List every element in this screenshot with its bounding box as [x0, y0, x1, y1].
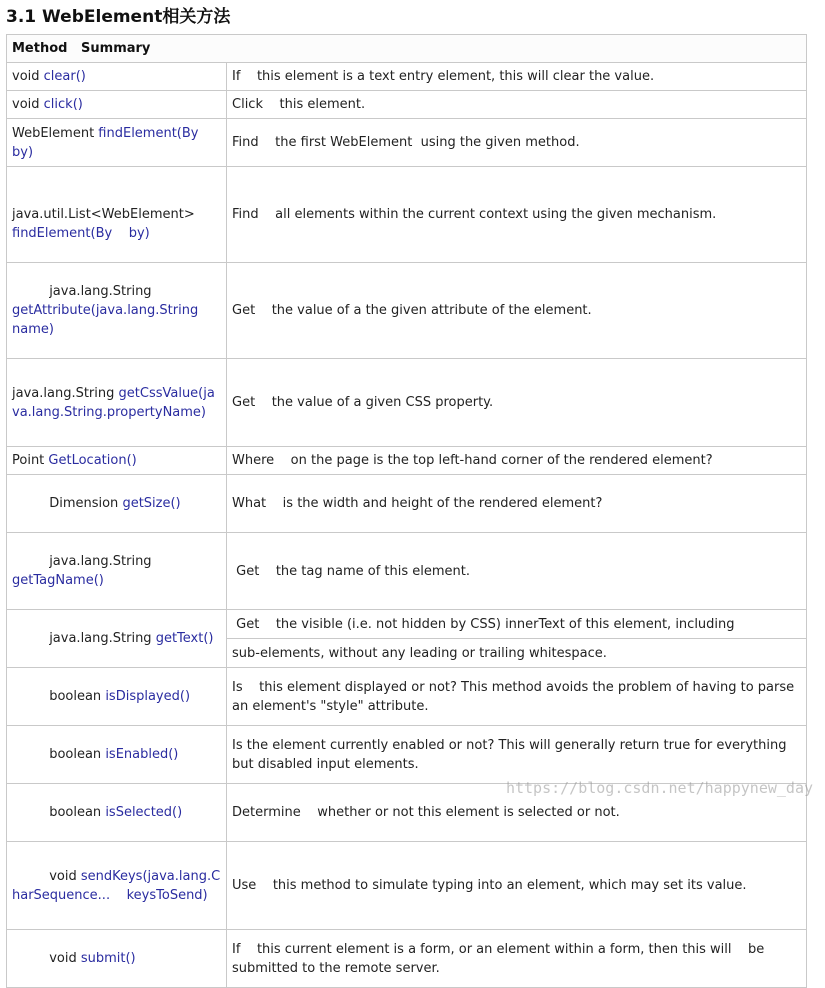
method-link-findelement[interactable]: findElement(By by)	[12, 125, 199, 160]
method-link-isselected[interactable]: isSelected()	[105, 805, 183, 820]
method-link-getcssvalue[interactable]: getCssValue(java.lang.String.propertyName)	[12, 385, 215, 420]
method-cell	[7, 668, 227, 726]
table-row	[7, 447, 807, 475]
return-type: void	[12, 97, 44, 112]
return-type: boolean	[45, 805, 106, 820]
method-cell	[7, 359, 227, 447]
table-row	[7, 610, 807, 639]
table-header: Method Summary	[7, 35, 807, 63]
description-cell-continued: sub-elements, without any leading or trailing whitespace.	[227, 639, 807, 668]
method-cell	[7, 119, 227, 167]
description-cell: Get the value of a given CSS property.	[227, 359, 807, 447]
table-row	[7, 726, 807, 784]
table-row	[7, 167, 807, 263]
return-type: java.util.List<WebElement>	[12, 188, 199, 222]
method-cell	[7, 63, 227, 91]
table-row	[7, 533, 807, 610]
method-link-isenabled[interactable]: isEnabled()	[105, 747, 179, 762]
table-row	[7, 359, 807, 447]
table-row	[7, 91, 807, 119]
table-row	[7, 668, 807, 726]
method-cell	[7, 167, 227, 263]
method-link-click[interactable]: click()	[43, 97, 83, 112]
method-link-clear[interactable]: clear()	[43, 69, 86, 84]
table-row	[7, 930, 807, 988]
description-cell: Determine whether or not this element is selected or not.	[227, 784, 807, 842]
description-cell: Where on the page is the top left-hand corner of the rendered element?	[227, 447, 807, 475]
method-link-gettagname[interactable]: getTagName()	[12, 573, 104, 588]
method-link-findelements[interactable]: findElement(By by)	[12, 226, 150, 241]
method-cell	[7, 263, 227, 359]
return-type: Point	[12, 453, 49, 468]
method-cell	[7, 842, 227, 930]
description-cell: Find the first WebElement using the given method.	[227, 119, 807, 167]
method-cell	[7, 610, 227, 668]
return-type: java.lang.String	[45, 554, 156, 569]
method-link-submit[interactable]: submit()	[80, 951, 136, 966]
method-link-getsize[interactable]: getSize()	[122, 496, 181, 511]
return-type: java.lang.String	[45, 284, 156, 299]
description-cell: Get the tag name of this element.	[227, 533, 807, 610]
method-cell	[7, 475, 227, 533]
return-type: void	[45, 951, 81, 966]
description-cell: Is this element displayed or not? This method avoids the problem of having to parse an element's "style" attribute.	[227, 668, 807, 726]
method-link-isdisplayed[interactable]: isDisplayed()	[105, 689, 191, 704]
return-type: boolean	[45, 747, 106, 762]
description-cell: If this element is a text entry element, this will clear the value.	[227, 63, 807, 91]
method-cell	[7, 726, 227, 784]
return-type: java.lang.String	[12, 385, 119, 401]
description-cell: Get the value of a the given attribute of the element.	[227, 263, 807, 359]
description-cell: Find all elements within the current context using the given mechanism.	[227, 167, 807, 263]
method-link-sendkeys[interactable]: sendKeys(java.lang.CharSequence... keysToSend)	[12, 868, 221, 903]
return-type: java.lang.String	[45, 631, 156, 646]
method-link-getattribute[interactable]: getAttribute(java.lang.String name)	[12, 303, 203, 337]
method-cell	[7, 784, 227, 842]
table-row	[7, 263, 807, 359]
description-cell: If this current element is a form, or an element within a form, then this will be submitted to the remote server.	[227, 930, 807, 988]
method-cell	[7, 930, 227, 988]
method-cell	[7, 91, 227, 119]
table-row	[7, 475, 807, 533]
method-link-getlocation[interactable]: GetLocation()	[48, 453, 137, 468]
table-row	[7, 119, 807, 167]
return-type: void	[45, 868, 81, 884]
method-cell	[7, 447, 227, 475]
description-cell: Get the visible (i.e. not hidden by CSS) innerText of this element, including	[227, 610, 807, 639]
description-cell: Click this element.	[227, 91, 807, 119]
return-type: boolean	[45, 689, 106, 704]
method-link-gettext[interactable]: getText()	[155, 631, 214, 646]
table-row	[7, 842, 807, 930]
description-cell: What is the width and height of the rendered element?	[227, 475, 807, 533]
page-title: 3.1 WebElement相关方法	[6, 7, 231, 27]
watermark: https://blog.csdn.net/happynew_day	[505, 779, 813, 797]
method-summary-table	[6, 34, 807, 988]
table-row	[7, 63, 807, 91]
description-cell: Use this method to simulate typing into an element, which may set its value.	[227, 842, 807, 930]
return-type: void	[12, 69, 44, 84]
description-cell: Is the element currently enabled or not? This will generally return true for everything but disabled input elements.	[227, 726, 807, 784]
return-type: Dimension	[45, 496, 123, 511]
method-cell	[7, 533, 227, 610]
table-header-row	[7, 35, 807, 63]
return-type: WebElement	[12, 125, 99, 141]
